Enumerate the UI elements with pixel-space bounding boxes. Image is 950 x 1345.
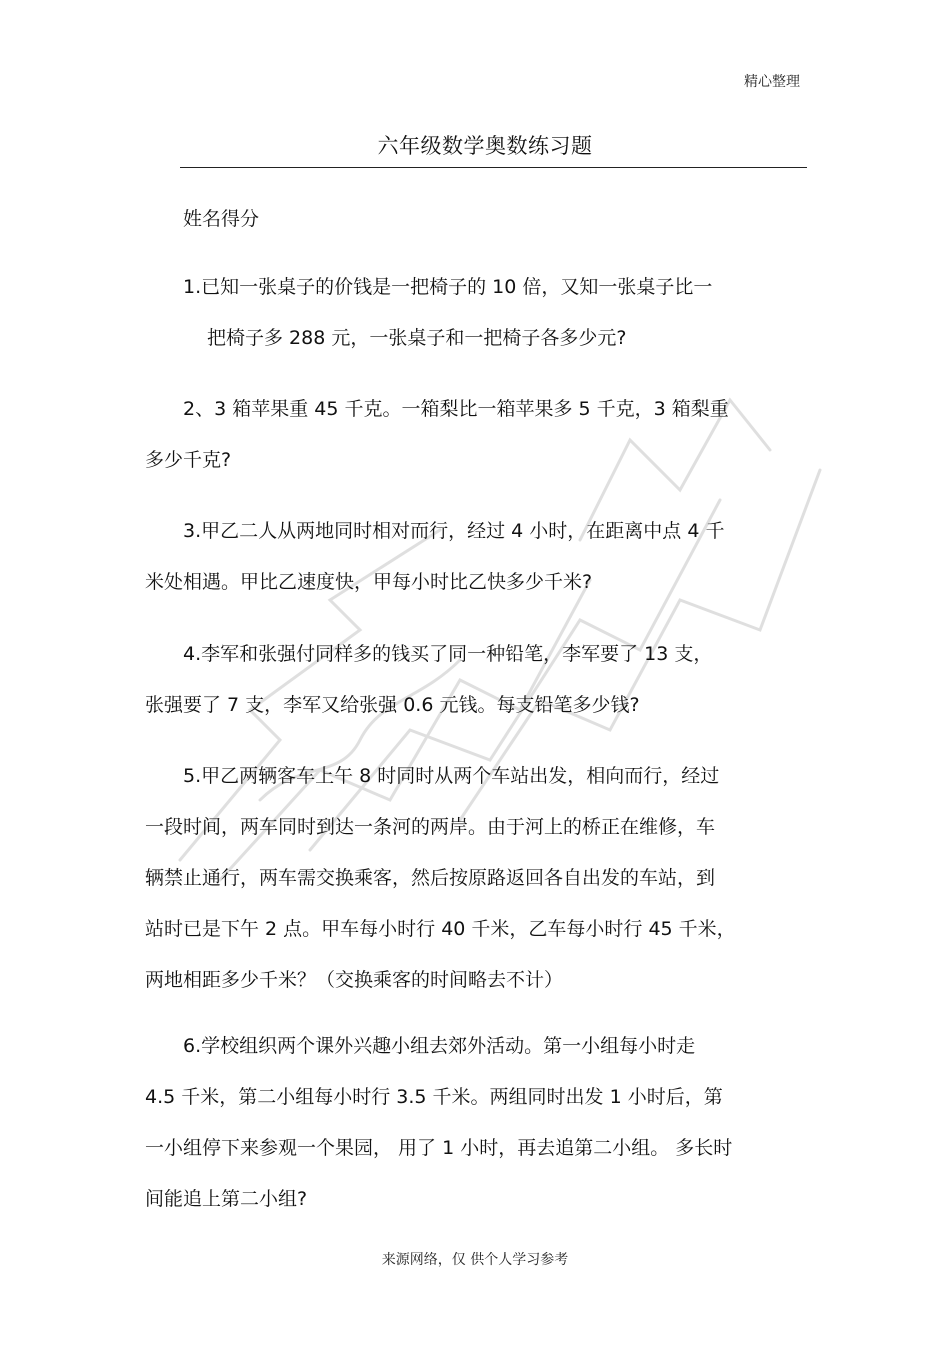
question-line: 6.学校组织两个课外兴趣小组去郊外活动。第一小组每小时走 (183, 1035, 696, 1057)
question-line: 间能追上第二小组? (145, 1188, 308, 1210)
name-score-line: 姓名得分 (183, 208, 260, 230)
question-line: 5.甲乙两辆客车上午 8 时同时从两个车站出发，相向而行，经过 (183, 765, 720, 787)
question-line: 米处相遇。甲比乙速度快，甲每小时比乙快多少千米? (145, 571, 593, 593)
question-line: 两地相距多少千米？（交换乘客的时间略去不计） (145, 969, 564, 991)
question-line: 多少千克? (145, 449, 232, 471)
question-line: 3.甲乙二人从两地同时相对而行，经过 4 小时，在距离中点 4 千 (183, 520, 725, 542)
question-line: 把椅子多 288 元，一张桌子和一把椅子各多少元? (207, 327, 627, 349)
question-line: 站时已是下午 2 点。甲车每小时行 40 千米，乙车每小时行 45 千米， (145, 918, 736, 940)
question-1 (145, 262, 810, 364)
footer-note: 来源网络，仅 供个人学习参考 (381, 1252, 569, 1268)
question-line: 一段时间，两车同时到达一条河的两岸。由于河上的桥正在维修，车 (145, 816, 716, 838)
question-line: 一小组停下来参观一个果园， 用了 1 小时，再去追第二小组。 多长时 (145, 1137, 733, 1159)
page-title: 六年级数学奥数练习题 (377, 134, 593, 158)
question-5 (145, 751, 810, 1006)
question-line: 4.李军和张强付同样多的钱买了同一种铅笔，李军要了 13 支， (183, 643, 713, 665)
question-6 (145, 1021, 810, 1225)
question-line: 张强要了 7 支，李军又给张强 0.6 元钱。每支铅笔多少钱? (145, 694, 640, 716)
header-note: 精心整理 (744, 74, 800, 90)
question-line: 2、3 箱苹果重 45 千克。一箱梨比一箱苹果多 5 千克，3 箱梨重 (183, 398, 729, 420)
title-divider (180, 167, 807, 168)
question-4 (145, 629, 810, 731)
question-2 (145, 384, 810, 486)
question-line: 1.已知一张桌子的价钱是一把椅子的 10 倍，又知一张桌子比一 (183, 276, 713, 298)
question-line: 4.5 千米，第二小组每小时行 3.5 千米。两组同时出发 1 小时后，第 (145, 1086, 723, 1108)
question-line: 辆禁止通行，两车需交换乘客，然后按原路返回各自出发的车站，到 (145, 867, 716, 889)
question-3 (145, 506, 810, 608)
